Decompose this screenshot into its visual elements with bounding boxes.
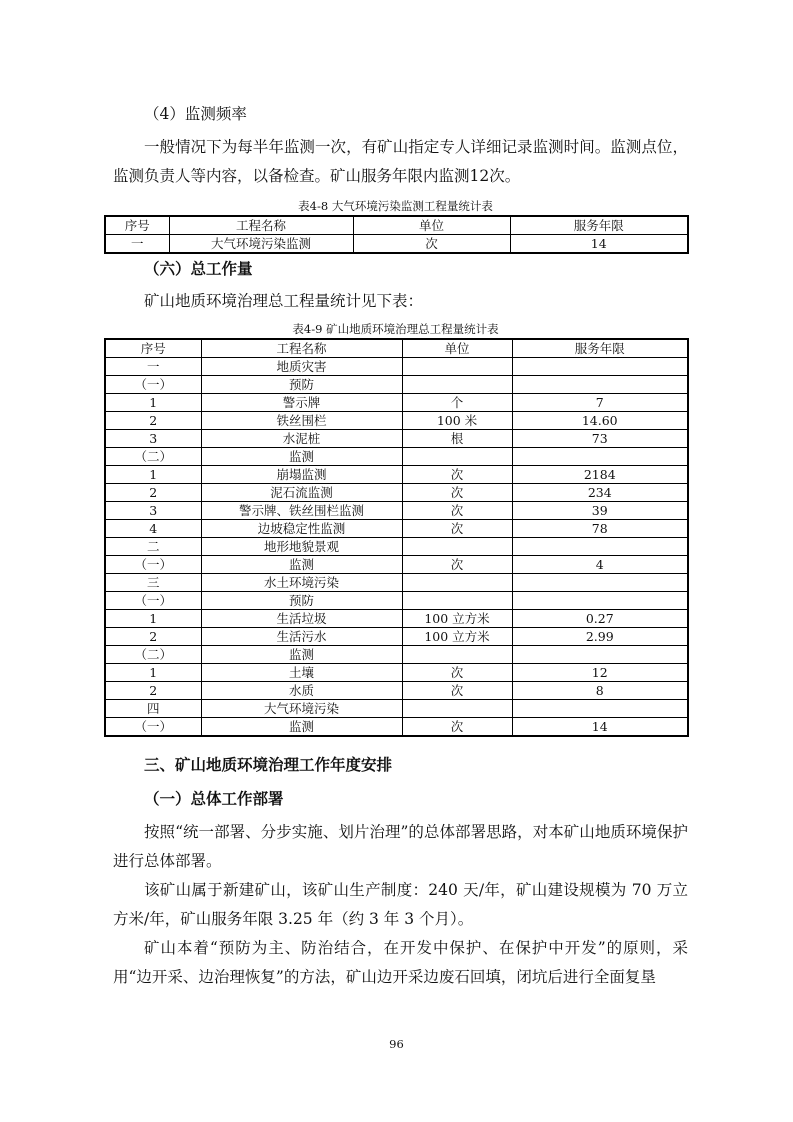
table-4-9 <box>104 338 689 737</box>
table-cell <box>402 592 512 610</box>
table-cell: 边坡稳定性监测 <box>201 520 402 538</box>
table-cell <box>402 376 512 394</box>
table-row <box>105 484 688 502</box>
table-row <box>105 376 688 394</box>
table-row <box>105 718 688 737</box>
table-row <box>105 448 688 466</box>
table-cell: 预防 <box>201 376 402 394</box>
table-cell: 一 <box>105 235 169 254</box>
table-row <box>105 574 688 592</box>
table-cell: 4 <box>105 520 201 538</box>
table-header-row <box>105 339 688 358</box>
table-row <box>105 520 688 538</box>
table-4-8 <box>104 215 689 254</box>
table-cell: 警示牌、铁丝围栏监测 <box>201 502 402 520</box>
table-cell: 8 <box>512 682 688 700</box>
table-cell <box>512 592 688 610</box>
table-row <box>105 538 688 556</box>
table-cell: 14 <box>512 718 688 737</box>
table-cell: 2 <box>105 412 201 430</box>
table-cell: 次 <box>402 520 512 538</box>
table-cell: 100 米 <box>402 412 512 430</box>
total-workload-paragraph: 矿山地质环境治理总工程量统计见下表： <box>144 292 424 310</box>
table-cell: 1 <box>105 394 201 412</box>
header-cell: 序号 <box>105 216 169 235</box>
table-cell: 三 <box>105 574 201 592</box>
table-cell: 39 <box>512 502 688 520</box>
table-cell: 次 <box>402 484 512 502</box>
table-cell: 地形地貌景观 <box>201 538 402 556</box>
table-cell: 水泥桩 <box>201 430 402 448</box>
table-cell: 根 <box>402 430 512 448</box>
table-cell: 14.60 <box>512 412 688 430</box>
table-cell: 次 <box>402 664 512 682</box>
table-row <box>105 394 688 412</box>
table-cell: 2184 <box>512 466 688 484</box>
table-row <box>105 235 688 254</box>
header-cell: 工程名称 <box>169 216 353 235</box>
table-cell: 次 <box>353 235 510 254</box>
table-cell: 次 <box>402 682 512 700</box>
table-cell: 2.99 <box>512 628 688 646</box>
table-cell: 监测 <box>201 718 402 737</box>
table-cell <box>512 574 688 592</box>
table-cell: 12 <box>512 664 688 682</box>
table-cell: 四 <box>105 700 201 718</box>
table-cell <box>402 700 512 718</box>
table-cell: 100 立方米 <box>402 628 512 646</box>
table-cell: 2 <box>105 484 201 502</box>
table-cell: 1 <box>105 664 201 682</box>
table-cell <box>402 448 512 466</box>
table-cell: 1 <box>105 466 201 484</box>
table-row <box>105 502 688 520</box>
table-cell <box>512 358 688 376</box>
table-cell <box>402 538 512 556</box>
table-cell <box>512 376 688 394</box>
table-cell: 2 <box>105 682 201 700</box>
table-cell: 1 <box>105 610 201 628</box>
header-cell: 工程名称 <box>201 339 402 358</box>
body-paragraph-1: 按照“统一部署、分步实施、划片治理”的总体部署思路，对本矿山地质环境保护进行总体部署。 <box>113 823 688 870</box>
table-row <box>105 430 688 448</box>
table-cell: 水土环境污染 <box>201 574 402 592</box>
table-cell <box>512 538 688 556</box>
table-cell: （二） <box>105 448 201 466</box>
overall-deployment-heading: （一）总体工作部署 <box>144 790 284 808</box>
table-4-8-caption: 表4-8 大气环境污染监测工程量统计表 <box>298 199 493 213</box>
table-cell: 次 <box>402 556 512 574</box>
table-cell: 大气环境污染监测 <box>169 235 353 254</box>
table-cell: 234 <box>512 484 688 502</box>
header-cell: 服务年限 <box>512 339 688 358</box>
table-cell: 水质 <box>201 682 402 700</box>
table-row <box>105 682 688 700</box>
table-cell: （一） <box>105 592 201 610</box>
header-cell: 单位 <box>402 339 512 358</box>
table-cell: 次 <box>402 718 512 737</box>
section-three-heading: 三、矿山地质环境治理工作年度安排 <box>144 756 393 774</box>
table-cell: 4 <box>512 556 688 574</box>
table-row <box>105 700 688 718</box>
header-cell: 服务年限 <box>510 216 688 235</box>
table-cell: 崩塌监测 <box>201 466 402 484</box>
table-row <box>105 628 688 646</box>
table-cell: 预防 <box>201 592 402 610</box>
table-cell: 14 <box>510 235 688 254</box>
table-cell: 3 <box>105 502 201 520</box>
table-cell <box>402 358 512 376</box>
table-cell: 铁丝围栏 <box>201 412 402 430</box>
table-cell <box>512 448 688 466</box>
table-cell: 生活污水 <box>201 628 402 646</box>
table-row <box>105 646 688 664</box>
total-workload-heading: （六）总工作量 <box>144 260 253 278</box>
table-row <box>105 412 688 430</box>
table-cell: 监测 <box>201 556 402 574</box>
table-cell: （一） <box>105 718 201 737</box>
table-cell <box>512 646 688 664</box>
table-4-9-caption: 表4-9 矿山地质环境治理总工程量统计表 <box>292 322 499 336</box>
body-paragraph-2: 该矿山属于新建矿山，该矿山生产制度：240 天/年，矿山建设规模为 70 万立方米/年，矿山服务年限 3.25 年（约 3 年 3 个月）。 <box>113 881 688 928</box>
table-cell: 0.27 <box>512 610 688 628</box>
table-cell: 二 <box>105 538 201 556</box>
table-cell: 个 <box>402 394 512 412</box>
table-cell: （一） <box>105 376 201 394</box>
table-row <box>105 358 688 376</box>
table-cell: 土壤 <box>201 664 402 682</box>
table-cell: 泥石流监测 <box>201 484 402 502</box>
table-row <box>105 556 688 574</box>
table-cell: 次 <box>402 466 512 484</box>
monitoring-frequency-paragraph: 一般情况下为每半年监测一次，有矿山指定专人详细记录监测时间。监测点位，监测负责人等内容，以备检查。矿山服务年限内监测12次。 <box>113 138 688 185</box>
table-cell: 地质灾害 <box>201 358 402 376</box>
body-paragraph-3: 矿山本着“预防为主、防治结合，在开发中保护、在保护中开发”的原则，采用“边开采、边治理恢复”的方法，矿山边开采边废石回填，闭坑后进行全面复垦 <box>113 939 688 986</box>
table-row <box>105 664 688 682</box>
table-cell: 一 <box>105 358 201 376</box>
table-row <box>105 610 688 628</box>
page-number: 96 <box>389 1037 404 1051</box>
table-cell: 2 <box>105 628 201 646</box>
table-cell: 次 <box>402 502 512 520</box>
table-cell: （二） <box>105 646 201 664</box>
table-cell <box>512 700 688 718</box>
table-cell: 73 <box>512 430 688 448</box>
header-cell: 单位 <box>353 216 510 235</box>
header-cell: 序号 <box>105 339 201 358</box>
table-cell: 监测 <box>201 448 402 466</box>
table-cell: （一） <box>105 556 201 574</box>
table-cell: 7 <box>512 394 688 412</box>
table-cell: 100 立方米 <box>402 610 512 628</box>
table-row <box>105 466 688 484</box>
table-cell <box>402 574 512 592</box>
table-cell: 78 <box>512 520 688 538</box>
table-row <box>105 592 688 610</box>
table-cell: 监测 <box>201 646 402 664</box>
monitoring-frequency-heading: （4）监测频率 <box>144 105 247 123</box>
table-cell: 警示牌 <box>201 394 402 412</box>
table-cell <box>402 646 512 664</box>
table-header-row <box>105 216 688 235</box>
table-cell: 生活垃圾 <box>201 610 402 628</box>
table-cell: 大气环境污染 <box>201 700 402 718</box>
table-cell: 3 <box>105 430 201 448</box>
